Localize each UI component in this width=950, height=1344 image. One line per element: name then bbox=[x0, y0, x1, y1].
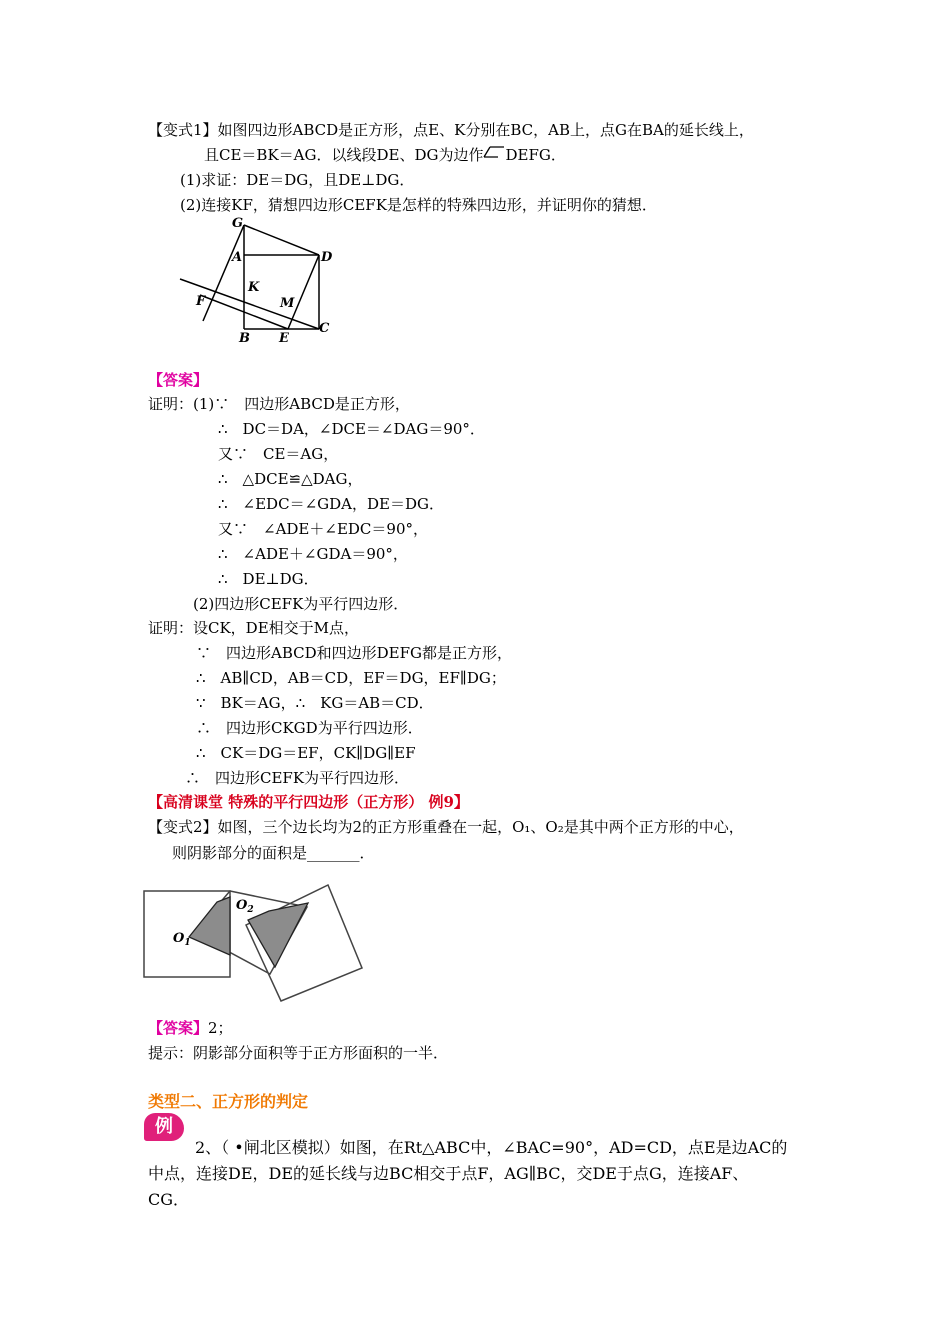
overlapping-squares-figure bbox=[140, 860, 370, 1005]
shaded-region-2 bbox=[248, 903, 308, 967]
segment-GF bbox=[203, 225, 244, 321]
answer1-line-10: ∵ 四边形ABCD和四边形DEFG都是正方形， bbox=[196, 644, 513, 662]
answer2-value: 2； bbox=[208, 1019, 233, 1037]
type2-heading: 类型二、正方形的判定 bbox=[148, 1092, 309, 1111]
answer1-line-3: ∴ △DCE≌△DAG， bbox=[218, 470, 363, 488]
answer1-line-11: ∴ AB∥CD，AB＝CD，EF＝DG，EF∥DG； bbox=[196, 669, 506, 687]
answer1-line-15: ∴ 四边形CEFK为平行四边形． bbox=[185, 769, 410, 787]
answer2-hint: 提示：阴影部分面积等于正方形面积的一半． bbox=[148, 1044, 449, 1062]
example2-line2: 中点，连接DE，DE的延长线与边BC相交于点F，AG∥BC，交DE于点G，连接AF、 bbox=[148, 1164, 749, 1183]
label-O1: $O_1$ bbox=[173, 931, 191, 948]
answer1-line-9: 证明：设CK，DE相交于M点， bbox=[148, 619, 360, 637]
class-heading: 【高清课堂 特殊的平行四边形（正方形） 例9】 bbox=[148, 793, 469, 811]
label-E: E bbox=[279, 331, 289, 346]
variant1-line1 bbox=[148, 120, 754, 140]
example-badge-text: 例 bbox=[155, 1116, 173, 1137]
answer1-line-0: 证明：(1)∵ 四边形ABCD是正方形， bbox=[148, 395, 410, 413]
variant1-q2: (2)连接KF，猜想四边形CEFK是怎样的特殊四边形，并证明你的猜想． bbox=[180, 196, 657, 214]
variant1-q1: (1)求证：DE＝DG，且DE⊥DG． bbox=[180, 171, 415, 189]
answer1-line-12: ∵ BK＝AG，∴ KG＝AB＝CD． bbox=[196, 694, 434, 712]
variant2-line2: 则阴影部分的面积是_______． bbox=[172, 844, 375, 862]
variant2-label: 【变式2】 bbox=[148, 818, 218, 836]
label-D: D bbox=[321, 250, 333, 265]
answer1-line-6: ∴ ∠ADE＋∠GDA＝90°， bbox=[218, 545, 408, 563]
answer1-line-5: 又∵ ∠ADE＋∠EDC＝90°， bbox=[218, 520, 428, 538]
variant1-line2-post: DEFG． bbox=[505, 146, 566, 164]
variant2-text: 如图，三个边长均为2的正方形重叠在一起，O₁、O₂是其中两个正方形的中心， bbox=[217, 818, 744, 836]
label-G: G bbox=[232, 216, 244, 231]
shaded-region-1 bbox=[189, 897, 230, 955]
answer1-label: 【答案】 bbox=[148, 371, 209, 389]
example2-line3: CG． bbox=[148, 1190, 190, 1209]
label-B: B bbox=[239, 331, 250, 346]
parallelogram-symbol-icon bbox=[483, 145, 505, 159]
label-A: A bbox=[232, 250, 243, 265]
answer1-line-13: ∴ 四边形CKGD为平行四边形． bbox=[196, 719, 423, 737]
label-F: F bbox=[196, 294, 206, 309]
answer2-line bbox=[148, 1018, 233, 1038]
variant1-text: 如图四边形ABCD是正方形，点E、K分别在BC，AB上，点G在BA的延长线上， bbox=[217, 121, 754, 139]
segment-DE bbox=[288, 255, 319, 329]
answer1-line-1: ∴ DC＝DA，∠DCE＝∠DAG＝90°． bbox=[218, 420, 485, 438]
example2-line1: 2、（ •闸北区模拟）如图，在Rt△ABC中，∠BAC=90°，AD=CD，点E是边AC的 bbox=[195, 1138, 788, 1157]
label-K: K bbox=[248, 280, 260, 295]
label-O2: $O_2$ bbox=[236, 898, 254, 915]
label-M: M bbox=[280, 296, 295, 311]
answer1-line-4: ∴ ∠EDC＝∠GDA，DE＝DG． bbox=[218, 495, 444, 513]
segment-GD bbox=[244, 225, 319, 255]
example-badge bbox=[144, 1113, 184, 1141]
answer2-label: 【答案】 bbox=[148, 1019, 209, 1037]
variant2-line1 bbox=[148, 817, 744, 837]
answer1-line-8: (2)四边形CEFK为平行四边形． bbox=[193, 595, 409, 613]
answer1-line-7: ∴ DE⊥DG． bbox=[218, 570, 319, 588]
variant1-line2-pre: 且CE＝BK＝AG．以线段DE、DG为边作 bbox=[204, 146, 484, 164]
square-figure-1 bbox=[170, 210, 340, 350]
variant1-line2 bbox=[204, 145, 566, 165]
answer1-line-14: ∴ CK＝DG＝EF，CK∥DG∥EF bbox=[196, 744, 416, 762]
answer1-line-2: 又∵ CE＝AG， bbox=[218, 445, 339, 463]
label-C: C bbox=[319, 321, 330, 336]
variant1-label: 【变式1】 bbox=[148, 121, 218, 139]
